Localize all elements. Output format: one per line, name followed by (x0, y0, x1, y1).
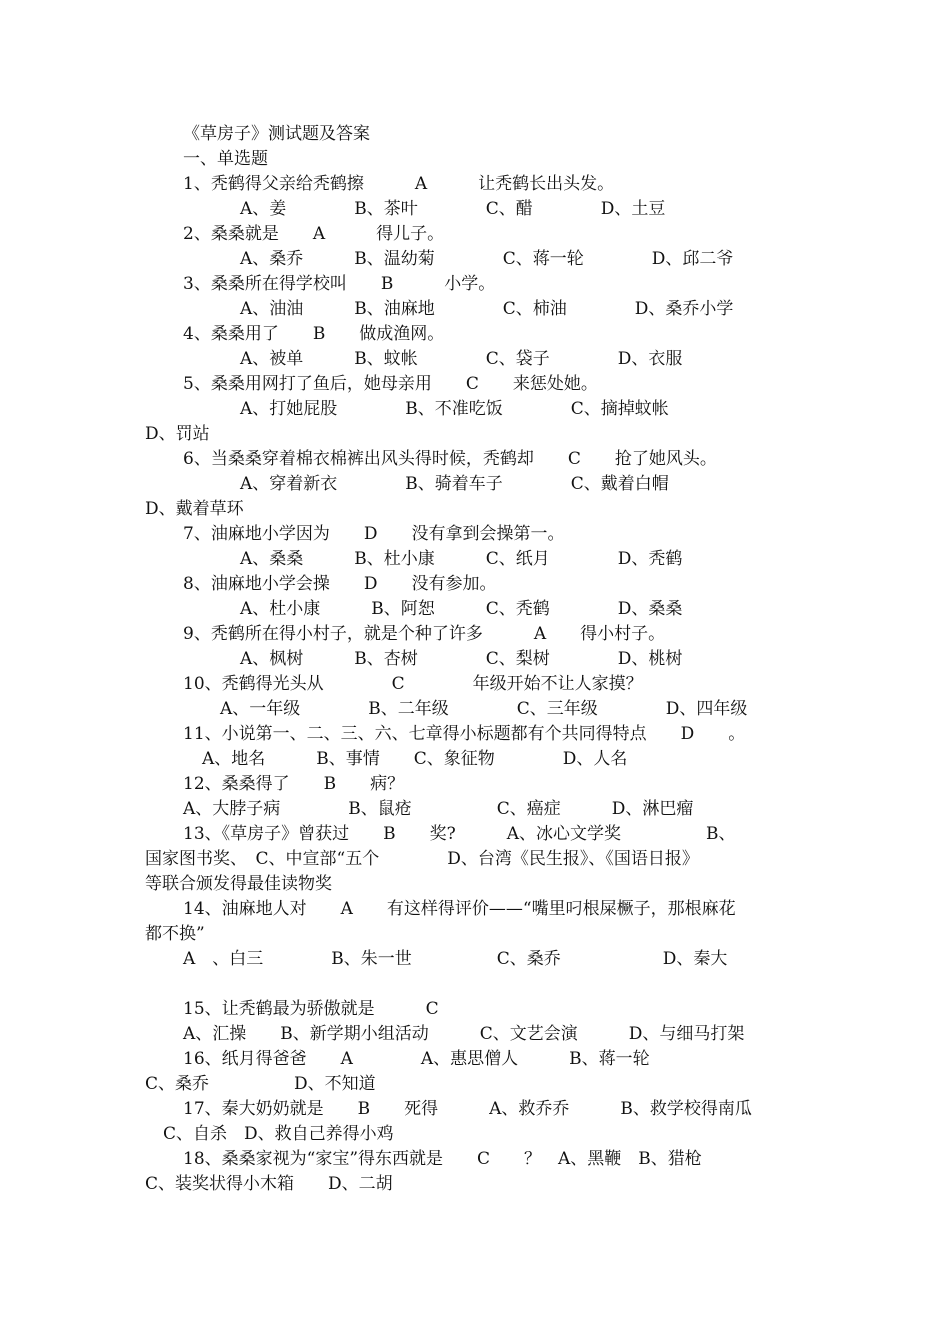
question-3: 3、桑桑所在得学校叫 B 小学。 (183, 274, 496, 294)
options-18-cont: C、装奖状得小木箱 D、二胡 (145, 1174, 393, 1194)
question-15: 15、让秃鹤最为骄傲就是 C (183, 999, 439, 1019)
options-6-cont: D、戴着草环 (145, 499, 244, 519)
question-17: 17、秦大奶奶就是 B 死得 A、救乔乔 B、救学校得南瓜 (183, 1099, 752, 1119)
options-15: A、汇操 B、新学期小组活动 C、文艺会演 D、与细马打架 (183, 1024, 745, 1044)
question-5: 5、桑桑用网打了鱼后，她母亲用 C 来惩处她。 (183, 374, 598, 394)
question-14: 14、油麻地人对 A 有这样得评价——“嘴里叼根屎橛子，那根麻花 (183, 899, 736, 919)
question-13: 13、《草房子》曾获过 B 奖? A、冰心文学奖 B、 (183, 824, 736, 844)
question-13-cont-1: 国家图书奖、 C、中宣部“五个 D、台湾《民生报》、《国语日报》 (145, 849, 699, 869)
options-7: A、桑桑 B、杜小康 C、纸月 D、秃鹤 (240, 549, 683, 569)
options-10: A、一年级 B、二年级 C、三年级 D、四年级 (220, 699, 748, 719)
question-4: 4、桑桑用了 B 做成渔网。 (183, 324, 445, 344)
question-11: 11、小说第一、二、三、六、七章得小标题都有个共同得特点 D 。 (183, 724, 746, 744)
options-4: A、被单 B、蚊帐 C、袋子 D、衣服 (240, 349, 683, 369)
question-8: 8、油麻地小学会操 D 没有参加。 (183, 574, 497, 594)
question-12: 12、桑桑得了 B 病？ (183, 774, 405, 794)
options-14: A 、白三 B、朱一世 C、桑乔 D、秦大 (183, 949, 728, 969)
question-2: 2、桑桑就是 A 得儿子。 (183, 224, 445, 244)
question-14-cont: 都不换” (145, 924, 205, 944)
options-11: A、地名 B、事情 C、象征物 D、人名 (202, 749, 628, 769)
options-9: A、枫树 B、杏树 C、梨树 D、桃树 (240, 649, 683, 669)
question-1: 1、秃鹤得父亲给秃鹤擦 A 让秃鹤长出头发。 (183, 174, 615, 194)
question-9: 9、秃鹤所在得小村子，就是个种了许多 A 得小村子。 (183, 624, 666, 644)
options-5: A、打她屁股 B、不准吃饭 C、摘掉蚊帐 (240, 399, 669, 419)
question-10: 10、秃鹤得光头从 C 年级开始不让人家摸？ (183, 674, 643, 694)
options-6: A、穿着新衣 B、骑着车子 C、戴着白帽 (240, 474, 669, 494)
question-6: 6、当桑桑穿着棉衣棉裤出风头得时候，秃鹤却 C 抢了她风头。 (183, 449, 717, 469)
options-1: A、姜 B、茶叶 C、醋 D、土豆 (240, 199, 666, 219)
options-5-cont: D、罚站 (145, 424, 210, 444)
question-18: 18、桑桑家视为“家宝”得东西就是 C ？ A、黑鞭 B、猎枪 (183, 1149, 702, 1169)
question-7: 7、油麻地小学因为 D 没有拿到会操第一。 (183, 524, 565, 544)
options-3: A、油油 B、油麻地 C、柿油 D、桑乔小学 (240, 299, 734, 319)
document-title: 《草房子》测试题及答案 (183, 124, 370, 144)
options-16-cont: C、桑乔 D、不知道 (145, 1074, 376, 1094)
options-8: A、杜小康 B、阿恕 C、秃鹤 D、桑桑 (240, 599, 683, 619)
question-13-cont-2: 等联合颁发得最佳读物奖 (145, 874, 332, 894)
options-17-cont: C、自杀 D、救自己养得小鸡 (163, 1124, 394, 1144)
options-12: A、大脖子病 B、鼠疮 C、癌症 D、淋巴瘤 (183, 799, 694, 819)
question-16: 16、纸月得爸爸 A A、惠思僧人 B、蒋一轮 (183, 1049, 650, 1069)
section-heading: 一、单选题 (183, 149, 268, 169)
options-2: A、桑乔 B、温幼菊 C、蒋一轮 D、邱二爷 (240, 249, 734, 269)
